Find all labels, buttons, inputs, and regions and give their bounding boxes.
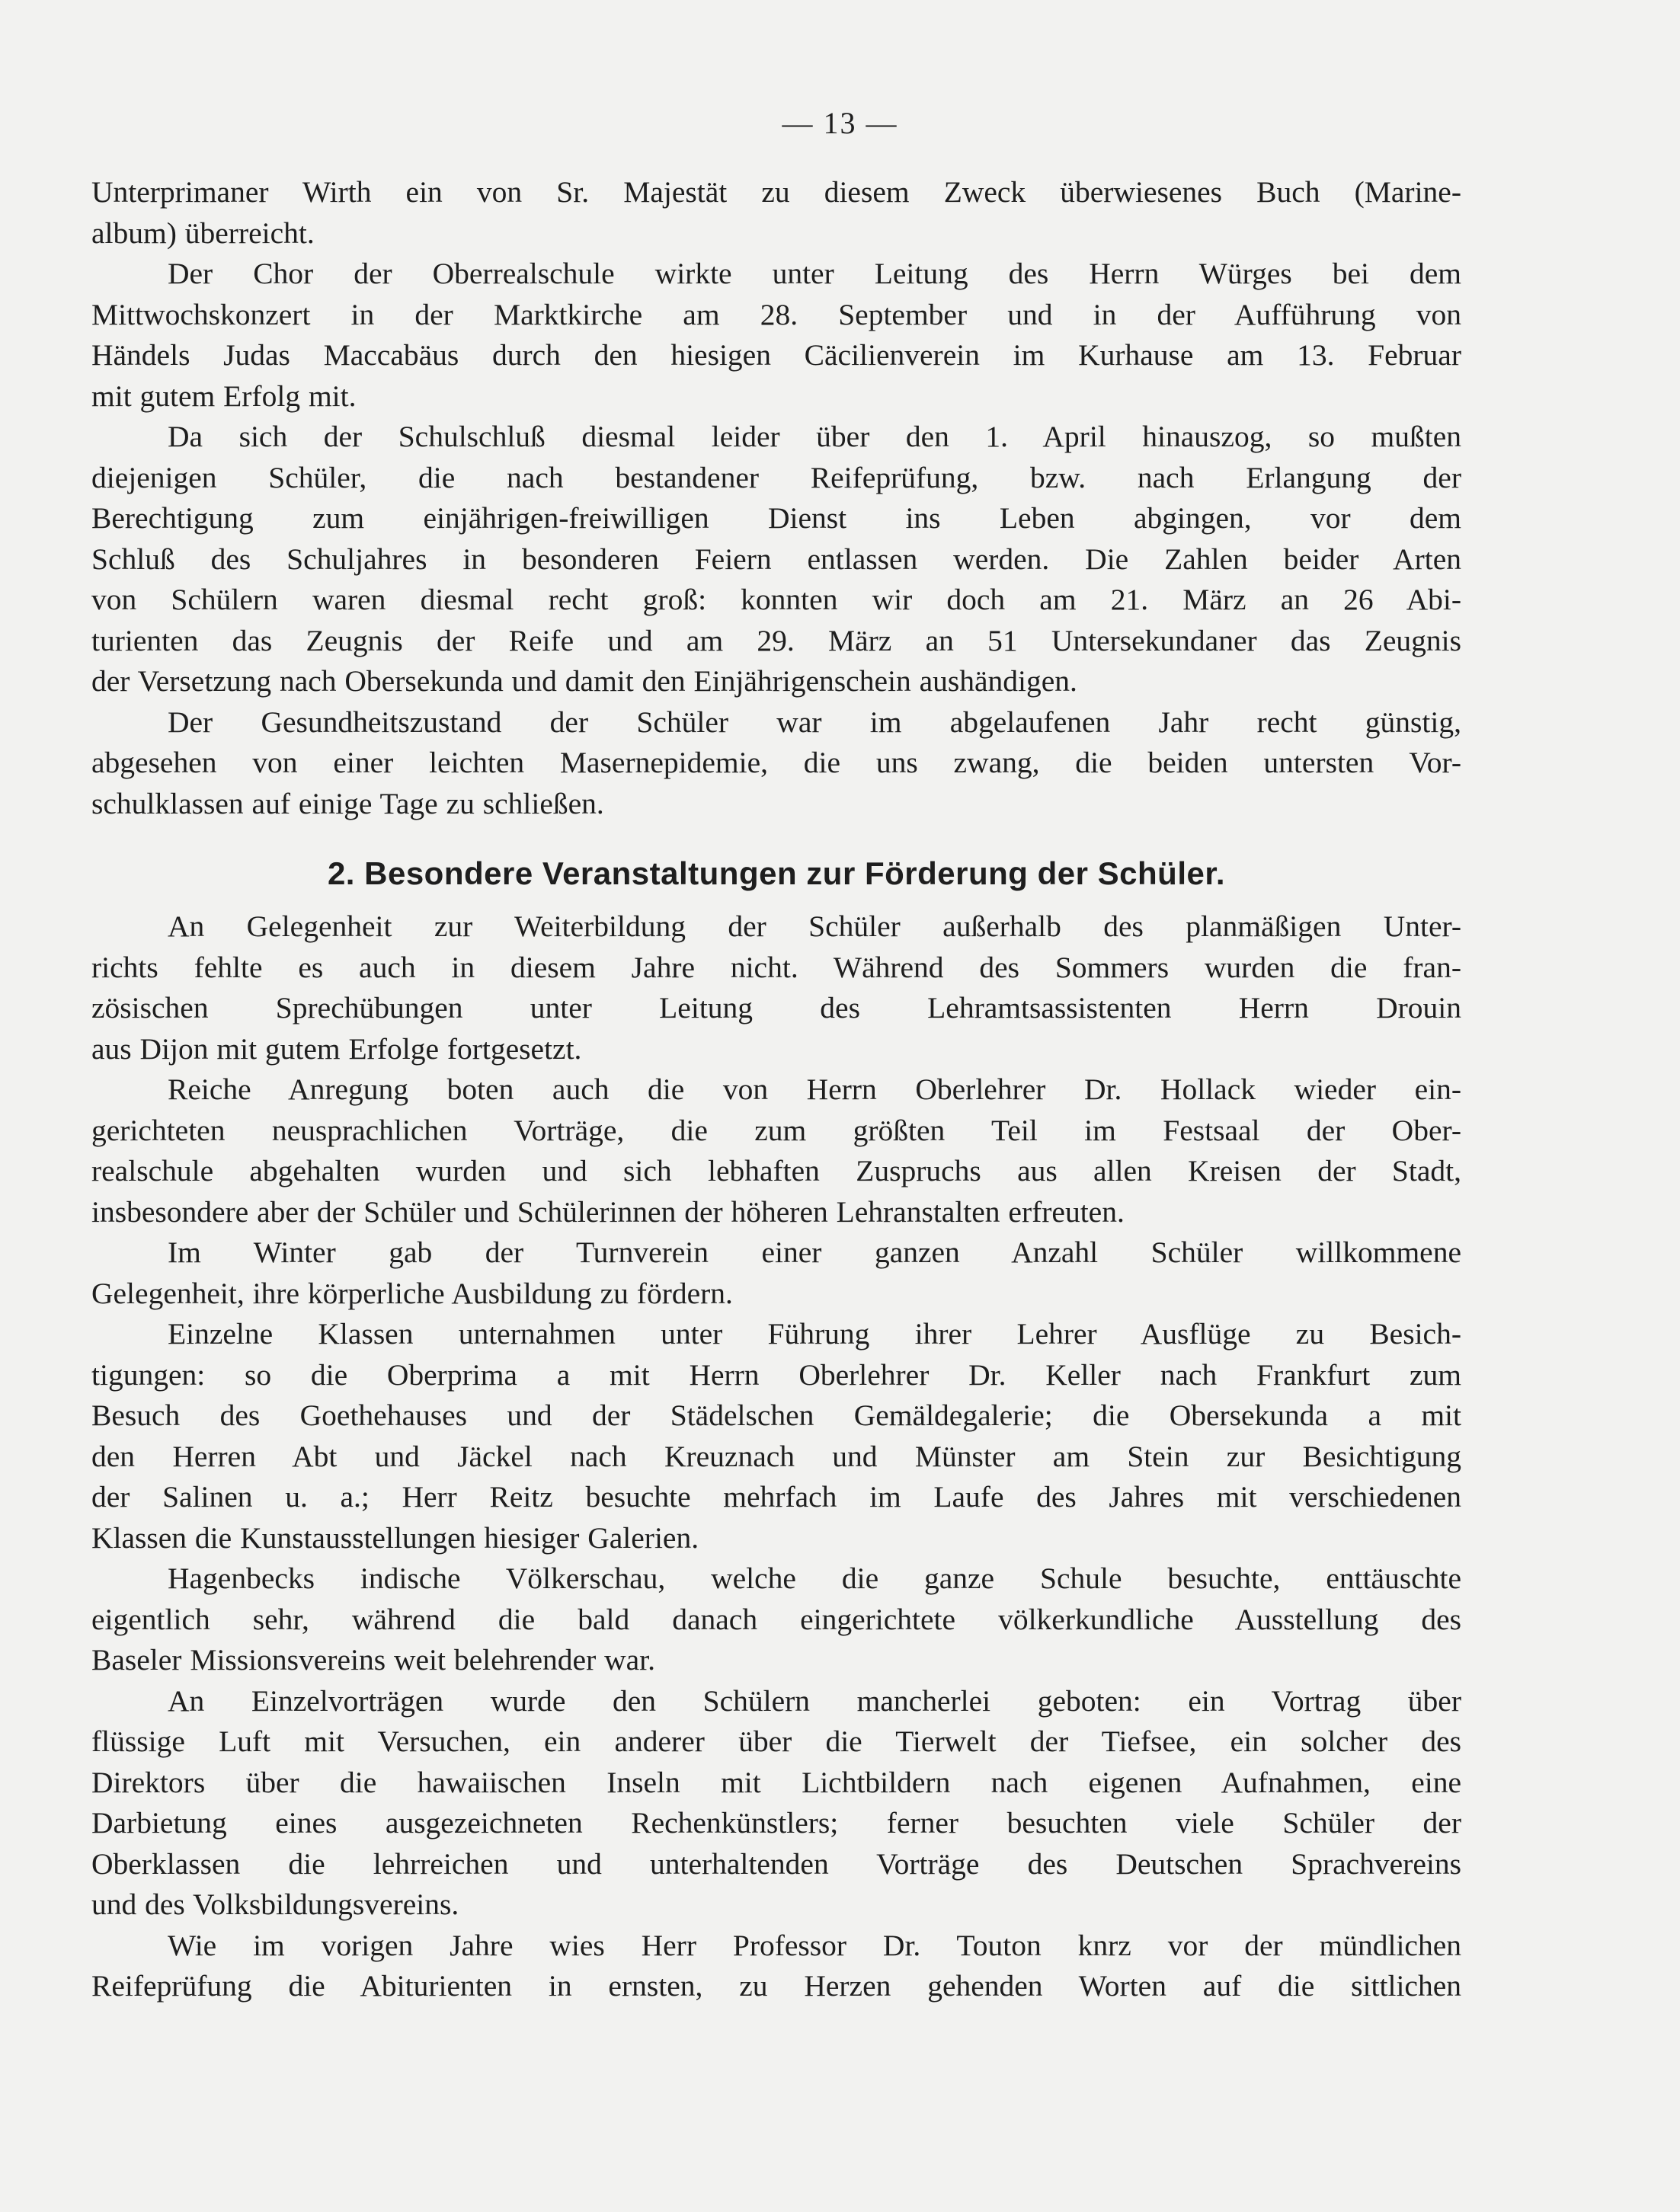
text-line: Berechtigung zum einjährigen-freiwilligen Dienst ins Leben abgingen, vor dem: [91, 501, 1461, 535]
text-line: Darbietung eines ausgezeichneten Rechenkünstlers; ferner besuchten viele Schüler der: [91, 1806, 1461, 1840]
text-line: Reiche Anregung boten auch die von Herrn Oberlehrer Dr. Hollack wieder ein-: [168, 1072, 1461, 1106]
text-line: Direktors über die hawaiischen Inseln mit Lichtbildern nach eigenen Aufnahmen, eine: [91, 1765, 1461, 1799]
paragraph: [91, 1681, 1461, 1926]
paragraph: [91, 1232, 1461, 1314]
paragraph: [91, 1926, 1461, 2007]
text-line: Hagenbecks indische Völkerschau, welche die ganze Schule besuchte, enttäuschte: [168, 1562, 1461, 1595]
text-line: Händels Judas Maccabäus durch den hiesigen Cäcilienverein im Kurhause am 13. Februar: [91, 338, 1461, 372]
text-line: album) überreicht.: [91, 216, 315, 250]
text-line: der Salinen u. a.; Herr Reitz besuchte mehrfach im Laufe des Jahres mit verschiedenen: [91, 1480, 1461, 1514]
page-number: — 13 —: [782, 106, 898, 140]
text-line: Besuch des Goethehauses und der Städelschen Gemäldegalerie; die Obersekunda a mit: [91, 1398, 1461, 1432]
paragraph: [91, 1069, 1461, 1232]
text-line: tigungen: so die Oberprima a mit Herrn Oberlehrer Dr. Keller nach Frankfurt zum: [91, 1357, 1461, 1392]
text-line: und des Volksbildungsvereins.: [91, 1888, 459, 1921]
text-line: Klassen die Kunstausstellungen hiesiger Galerien.: [91, 1520, 699, 1555]
text-line: diejenigen Schüler, die nach bestandener Reifeprüfung, bzw. nach Erlangung der: [91, 460, 1461, 494]
text-line: Unterprimaner Wirth ein von Sr. Majestät zu diesem Zweck überwiesenes Buch (Marine-: [91, 175, 1461, 209]
paragraph: [91, 1558, 1461, 1681]
text-line: insbesondere aber der Schüler und Schülerinnen der höheren Lehranstalten erfreuten.: [91, 1194, 1125, 1229]
text-line: Einzelne Klassen unternahmen unter Führung ihrer Lehrer Ausflüge zu Besich-: [168, 1317, 1461, 1351]
paragraph: [91, 172, 1461, 254]
text-line: Der Gesundheitszustand der Schüler war im abgelaufenen Jahr recht günstig,: [168, 705, 1461, 739]
text-line: Reifeprüfung die Abiturienten in ernsten, zu Herzen gehenden Worten auf die sittlichen: [91, 1969, 1461, 2003]
text-line: aus Dijon mit gutem Erfolge fortgesetzt.: [91, 1031, 582, 1066]
section-2-text: [91, 906, 1461, 2007]
text-line: schulklassen auf einige Tage zu schließen.: [91, 786, 604, 820]
text-line: mit gutem Erfolg mit.: [91, 379, 357, 413]
text-line: richts fehlte es auch in diesem Jahre nicht. Während des Sommers wurden die fran-: [91, 950, 1461, 984]
page-body: [91, 172, 1461, 2007]
text-line: Im Winter gab der Turnverein einer ganzen Anzahl Schüler willkommene: [168, 1235, 1461, 1269]
text-line: flüssige Luft mit Versuchen, ein anderer über die Tierwelt der Tiefsee, ein solcher des: [91, 1725, 1461, 1758]
text-line: An Gelegenheit zur Weiterbildung der Schüler außerhalb des planmäßigen Unter-: [168, 909, 1461, 943]
section-heading: 2. Besondere Veranstaltungen zur Förderung der Schüler.: [327, 855, 1226, 891]
text-line: Wie im vorigen Jahre wies Herr Professor Dr. Touton knrz vor der mündlichen: [168, 1928, 1461, 1962]
text-line: abgesehen von einer leichten Masernepidemie, die uns zwang, die beiden untersten Vor-: [91, 746, 1461, 779]
paragraph: [91, 1314, 1461, 1558]
text-line: gerichteten neusprachlichen Vorträge, die zum größten Teil im Festsaal der Ober-: [91, 1113, 1461, 1147]
text-line: den Herren Abt und Jäckel nach Kreuznach und Münster am Stein zur Besichtigung: [91, 1439, 1461, 1473]
text-line: der Versetzung nach Obersekunda und damit den Einjährigenschein aushändigen.: [91, 664, 1077, 698]
paragraph: [91, 254, 1461, 417]
text-line: Baseler Missionsvereins weit belehrender war.: [91, 1643, 656, 1677]
paragraph: [91, 417, 1461, 702]
text-line: Oberklassen die lehrreichen und unterhaltenden Vorträge des Deutschen Sprachvereins: [91, 1846, 1461, 1881]
section-intro-text: [91, 172, 1461, 824]
text-line: eigentlich sehr, während die bald danach eingerichtete völkerkundliche Ausstellung des: [91, 1602, 1461, 1636]
text-line: Mittwochskonzert in der Marktkirche am 28. September und in der Aufführung von: [91, 297, 1461, 331]
text-line: Da sich der Schulschluß diesmal leider über den 1. April hinauszog, so mußten: [168, 420, 1461, 453]
text-line: realschule abgehalten wurden und sich lebhaften Zuspruchs aus allen Kreisen der Stadt,: [91, 1154, 1461, 1188]
text-line: zösischen Sprechübungen unter Leitung des Lehramtsassistenten Herrn Drouin: [91, 991, 1461, 1024]
text-line: Der Chor der Oberrealschule wirkte unter Leitung des Herrn Würges bei dem: [168, 257, 1461, 290]
text-line: Gelegenheit, ihre körperliche Ausbildung zu fördern.: [91, 1276, 733, 1310]
text-line: Schluß des Schuljahres in besonderen Feiern entlassen werden. Die Zahlen beider Arten: [91, 542, 1461, 576]
paragraph: [91, 906, 1461, 1069]
text-line: An Einzelvorträgen wurde den Schülern mancherlei geboten: ein Vortrag über: [168, 1683, 1461, 1718]
paragraph: [91, 702, 1461, 825]
text-line: von Schülern waren diesmal recht groß: konnten wir doch am 21. März an 26 Abi-: [91, 583, 1461, 616]
text-line: turienten das Zeugnis der Reife und am 29. März an 51 Untersekundaner das Zeugnis: [91, 623, 1461, 657]
